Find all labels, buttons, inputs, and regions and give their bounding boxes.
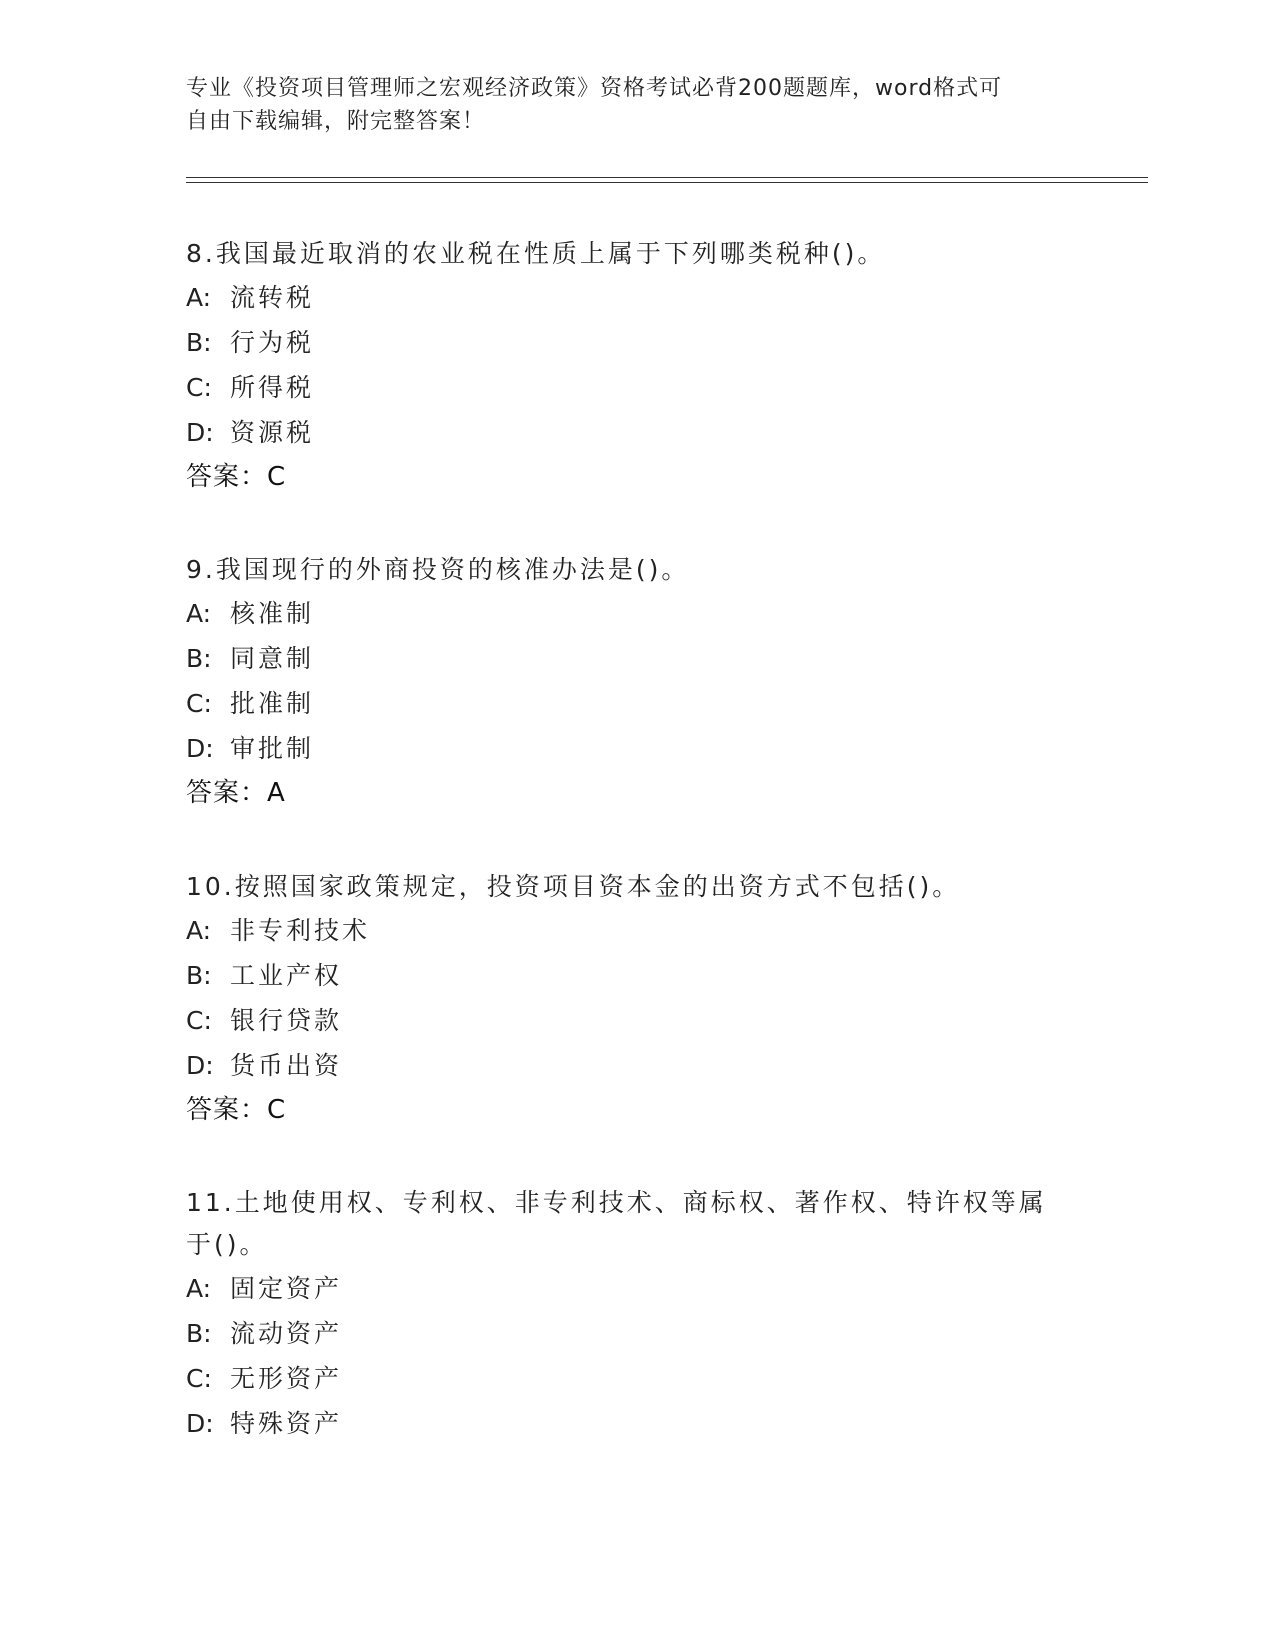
option-text: 审批制 [230, 734, 315, 763]
option-letter: D: [186, 418, 214, 447]
option-letter: D: [186, 1409, 214, 1438]
answer-line [186, 1088, 1086, 1133]
option-text: 核准制 [230, 599, 315, 628]
question-title-line-1: 11.土地使用权、专利权、非专利技术、商标权、著作权、特许权等属 [186, 1188, 1047, 1217]
option-d [186, 1043, 1086, 1088]
document-header [186, 72, 1066, 138]
option-a [186, 1266, 1086, 1311]
option-letter: C: [186, 689, 212, 718]
option-text: 非专利技术 [230, 916, 371, 945]
option-text: 流转税 [230, 283, 315, 312]
option-text: 工业产权 [230, 961, 343, 990]
answer-label: 答案： [186, 1095, 268, 1125]
question-8 [186, 233, 1086, 500]
question-title: 8.我国最近取消的农业税在性质上属于下列哪类税种()。 [186, 239, 886, 268]
question-11 [186, 1182, 1086, 1446]
option-text: 所得税 [230, 373, 315, 402]
option-text: 批准制 [230, 689, 315, 718]
option-text: 货币出资 [230, 1051, 343, 1080]
option-letter: D: [186, 734, 214, 763]
option-c [186, 1356, 1086, 1401]
option-letter: A: [186, 599, 212, 628]
option-b [186, 636, 1086, 681]
answer-label: 答案： [186, 462, 268, 492]
option-letter: B: [186, 328, 212, 357]
header-line-1: 专业《投资项目管理师之宏观经济政策》资格考试必背200题题库，word格式可 [186, 76, 1003, 101]
option-b [186, 1311, 1086, 1356]
option-text: 银行贷款 [230, 1006, 343, 1035]
option-b [186, 953, 1086, 998]
option-text: 固定资产 [230, 1274, 343, 1303]
option-text: 无形资产 [230, 1364, 343, 1393]
answer-line [186, 771, 1086, 816]
option-letter: B: [186, 644, 212, 673]
question-title: 9.我国现行的外商投资的核准办法是()。 [186, 555, 690, 584]
answer-value: C [267, 462, 287, 492]
option-letter: C: [186, 373, 212, 402]
answer-label: 答案： [186, 778, 268, 808]
option-letter: A: [186, 916, 212, 945]
option-text: 行为税 [230, 328, 315, 357]
option-text: 同意制 [230, 644, 315, 673]
option-letter: B: [186, 961, 212, 990]
answer-value: A [267, 778, 286, 808]
option-letter: C: [186, 1006, 212, 1035]
question-title: 10.按照国家政策规定，投资项目资本金的出资方式不包括()。 [186, 872, 961, 901]
header-divider-bottom [186, 182, 1148, 183]
question-9 [186, 549, 1086, 816]
option-d [186, 726, 1086, 771]
answer-line [186, 455, 1086, 500]
option-text: 特殊资产 [230, 1409, 343, 1438]
question-10 [186, 866, 1086, 1133]
option-letter: D: [186, 1051, 214, 1080]
option-letter: A: [186, 1274, 212, 1303]
option-c [186, 998, 1086, 1043]
header-line-2: 自由下载编辑，附完整答案！ [186, 109, 486, 134]
option-a [186, 908, 1086, 953]
header-divider-top [186, 177, 1148, 178]
option-a [186, 591, 1086, 636]
option-b [186, 320, 1086, 365]
option-d [186, 1401, 1086, 1446]
option-letter: A: [186, 283, 212, 312]
option-letter: C: [186, 1364, 212, 1393]
option-text: 资源税 [230, 418, 315, 447]
option-text: 流动资产 [230, 1319, 343, 1348]
option-a [186, 275, 1086, 320]
option-letter: B: [186, 1319, 212, 1348]
answer-value: C [267, 1095, 287, 1125]
option-d [186, 410, 1086, 455]
option-c [186, 365, 1086, 410]
option-c [186, 681, 1086, 726]
question-title-line-2: 于()。 [186, 1230, 268, 1259]
